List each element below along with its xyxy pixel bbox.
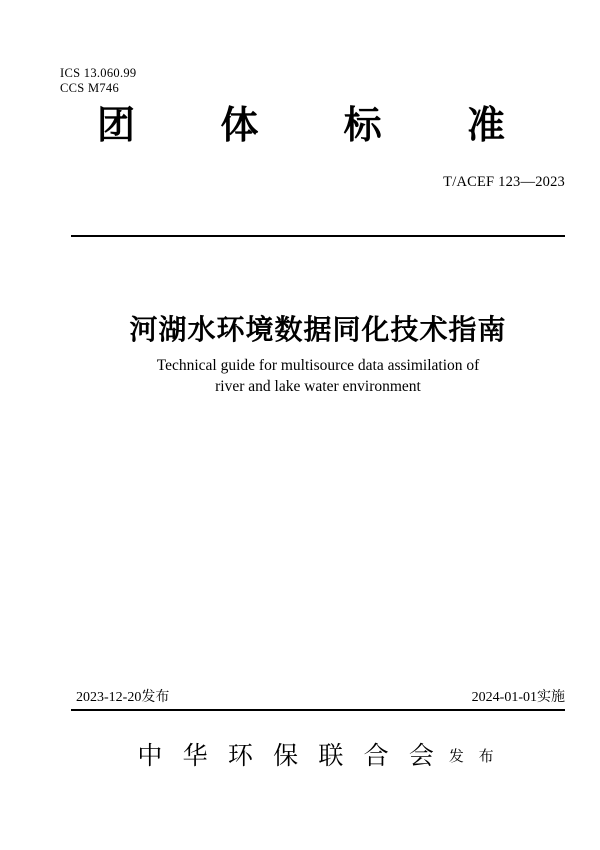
standard-type-heading	[97, 103, 505, 147]
standard-type-char: 标	[343, 103, 382, 147]
english-title-line1: Technical guide for multisource data assimilation of	[156, 357, 480, 374]
document-title-chinese: 河湖水环境数据同化技术指南	[129, 313, 507, 346]
publisher-line	[71, 742, 565, 772]
classification-codes	[60, 66, 136, 96]
english-title-line2: river and lake water environment	[215, 378, 421, 395]
top-rule	[71, 235, 565, 237]
standard-type-char: 体	[220, 103, 259, 147]
implement-date: 2024-01-01实施	[471, 690, 565, 705]
issue-date: 2023-12-20发布	[76, 690, 170, 705]
publisher-name: 中 华 环 保 联 合 会	[137, 743, 441, 770]
standard-number: T/ACEF 123—2023	[443, 174, 565, 190]
ccs-code: CCS M746	[60, 81, 120, 95]
standard-type-char: 团	[97, 103, 136, 147]
publisher-issued-label: 发 布	[448, 747, 499, 765]
standard-type-char: 准	[466, 103, 505, 147]
document-title-english	[71, 355, 565, 397]
ics-code: ICS 13.060.99	[60, 66, 137, 80]
bottom-rule	[71, 709, 565, 711]
